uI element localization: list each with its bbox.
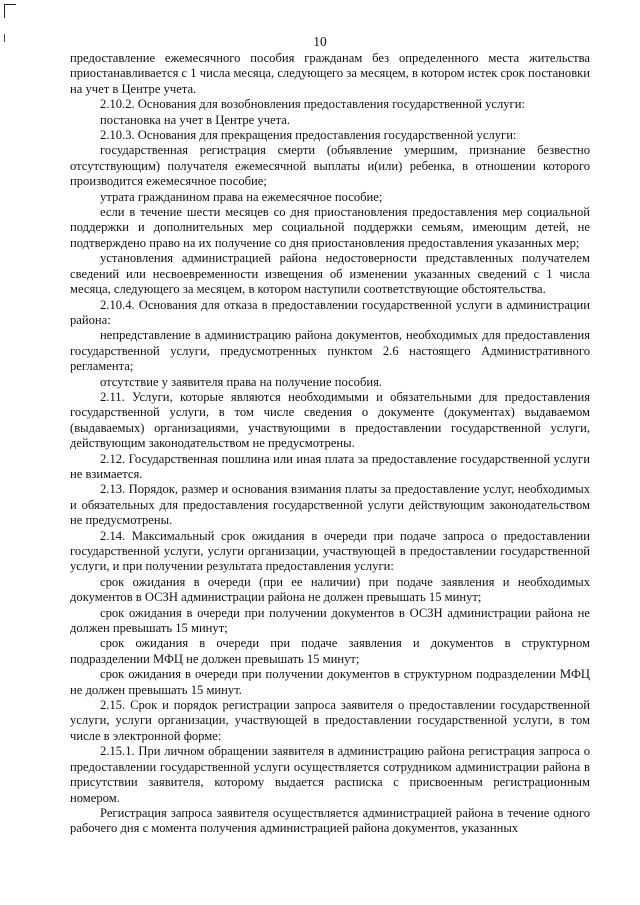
paragraph-2-13: 2.13. Порядок, размер и основания взимания платы за предоставление услуг, необходимых и обязательных для предоставления государственной услуги действующим законодательством не предусмотрены. <box>70 482 590 528</box>
paragraph: утрата гражданином права на ежемесячное пособие; <box>100 189 383 204</box>
paragraph: срок ожидания в очереди (при ее наличии) при подаче заявления и необходимых документов в ОСЗН администрации района не должен превышать 15 минут; <box>70 574 590 605</box>
paragraph: срок ожидания в очереди при получении документов в структурном подразделении МФЦ не должен превышать 15 минут. <box>70 667 590 697</box>
document-body <box>70 51 590 837</box>
paragraph: постановка на учет в Центре учета. <box>100 112 291 127</box>
paragraph-continuation: предоставление ежемесячного пособия гражданам без определенного места жительства приостанавливается с 1 числа месяца, следующего за месяцем, в котором истек срок постановки на учет в Центре учета. <box>70 51 590 96</box>
paragraph-2-15: 2.15. Срок и порядок регистрации запроса заявителя о предоставлении государственной услуги, услуги организации, участвующей в предоставлении государственной услуги, в том числе в электронной форме: <box>70 698 590 743</box>
paragraph-2-15-1: 2.15.1. При личном обращении заявителя в администрацию района регистрация запроса о предоставлении государственной услуги осуществляется сотрудником администрации района в присутствии заявителя, которому выдается расписка с присвоенным регистрационным номером. <box>70 744 590 805</box>
paragraph-2-14: 2.14. Максимальный срок ожидания в очереди при подаче запроса о предоставлении государственной услуги, услуги организации, участвующей в предоставлении государственной услуги, и при получении результата предоставления услуги: <box>70 528 590 574</box>
paragraph: отсутствие у заявителя права на получение пособия. <box>100 374 383 389</box>
page-number: 10 <box>313 34 327 49</box>
paragraph-2-11: 2.11. Услуги, которые являются необходимыми и обязательными для предоставления государственной услуги, в том числе сведения о документе (документах) выдаваемом (выдаваемых) организациями, участвующими в предоставлении государственной услуги, действующим законодательством не предусмотрены. <box>70 389 590 451</box>
paragraph: установления администрацией района недостоверности представленных получателем сведений или несвоевременности извещения об изменении указанных сведений с 1 числа месяца, следующего за месяцем, в котором наступили соответствующие обстоятельства. <box>70 251 590 297</box>
paragraph-2-10-4: 2.10.4. Основания для отказа в предоставлении государственной услуги в администрации района: <box>70 297 590 327</box>
paragraph-2-12: 2.12. Государственная пошлина или иная плата за предоставление государственной услуги не взимается. <box>70 451 590 481</box>
crop-mark-vertical <box>4 4 5 18</box>
paragraph: если в течение шести месяцев со дня приостановления предоставления мер социальной поддержки и дополнительных мер социальной поддержки семьям, имеющим детей, не подтверждено право на их получение со дня приостановления предоставления указанных мер; <box>70 205 590 250</box>
paragraph: Регистрация запроса заявителя осуществляется администрацией района в течение одного рабочего дня с момента получения администрацией района документов, указанных <box>70 805 590 836</box>
paragraph-2-10-2: 2.10.2. Основания для возобновления предоставления государственной услуги: <box>100 97 525 112</box>
paragraph: срок ожидания в очереди при получении документов в ОСЗН администрации района не должен превышать 15 минут; <box>70 605 590 636</box>
paragraph: государственная регистрация смерти (объявление умершим, признание безвестно отсутствующим) получателя ежемесячной выплаты и(или) ребенка, в отношении которого производится ежемесячное пособие; <box>70 143 590 189</box>
paragraph: непредставление в администрацию района документов, необходимых для предоставления государственной услуги, предусмотренных пунктом 2.6 настоящего Административного регламента; <box>70 328 590 374</box>
paragraph-2-10-3: 2.10.3. Основания для прекращения предоставления государственной услуги: <box>100 128 517 143</box>
crop-mark-horizontal <box>4 4 16 5</box>
paragraph: срок ожидания в очереди при подаче заявления и документов в структурном подразделении МФЦ не должен превышать 15 минут; <box>70 636 590 666</box>
